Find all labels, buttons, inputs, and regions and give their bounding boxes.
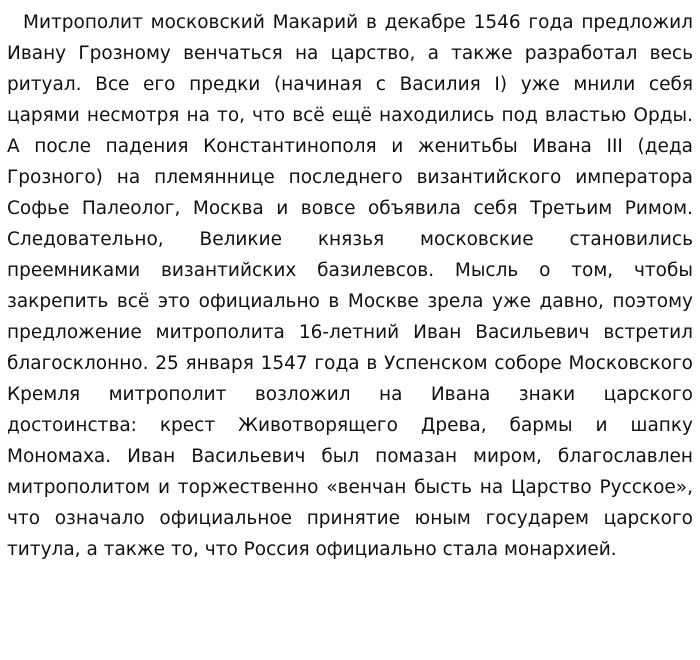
body-paragraph: Митрополит московский Макарий в декабре 1546 года предложил Ивану Грозному венчаться на царство, а также разработал весь ритуал. Все его предки (начиная с Василия I) уже мнили себя царями несмотря на то, что всё ещё находились под властью Орды. А после падения Константинополя и женитьбы Ивана III (деда Грозного) на племяннице последнего византийского императора Софье Палеолог, Москва и вовсе объявила себя Третьим Римом. Следовательно, Великие князья московские становились преемниками византийских базилевсов. Мысль о том, чтобы закрепить всё это официально в Москве зрела уже давно, поэтому предложение митрополита 16-летний Иван Васильевич встретил благосклонно. 25 января 1547 года в Успенском соборе Московского Кремля митрополит возложил на Ивана знаки царского достоинства: крест Животворящего Древа, бармы и шапку Мономаха. Иван Васильевич был помазан миром, благославлен митрополитом и торжественно «венчан бысть на Царство Русское», что означало официальное принятие юным государем царского титула, а также то, что Россия официально стала монархией. bbox=[7, 12, 693, 560]
document-page bbox=[7, 7, 693, 565]
